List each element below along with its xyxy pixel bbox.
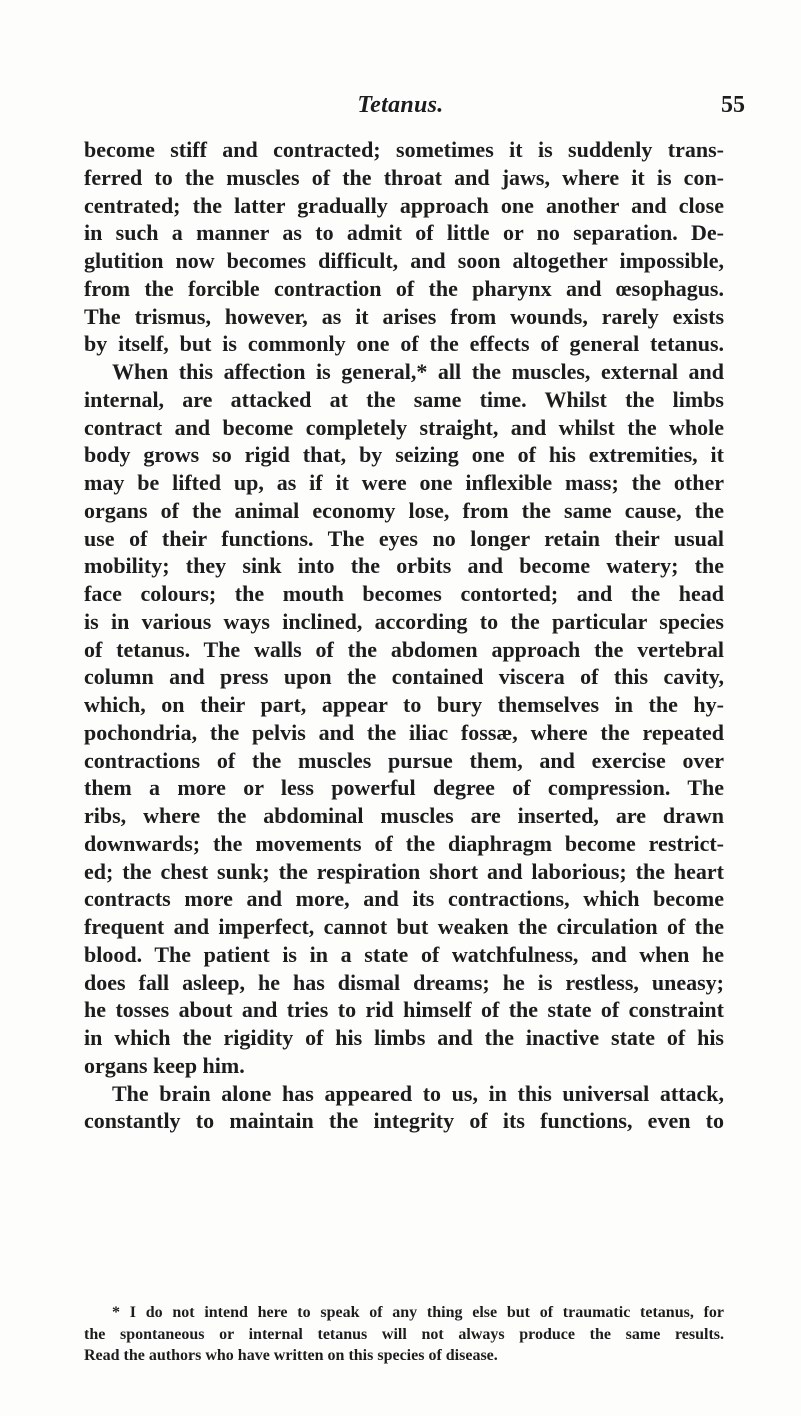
text-line: frequent and imperfect, cannot but weaken the circulation of the (84, 914, 724, 939)
footnote (84, 1302, 724, 1367)
text-line: When this affection is general,* all the muscles, external and (112, 359, 724, 384)
text-line: organs of the animal economy lose, from the same cause, the (84, 497, 724, 523)
text-line: The trismus, however, as it arises from wounds, rarely exists (84, 303, 724, 329)
text-line: become stiff and contracted; sometimes it is suddenly trans- (84, 137, 724, 162)
text-line: glutition now becomes difficult, and soon altogether impossible, (84, 248, 724, 273)
text-line: mobility; they sink into the orbits and become watery; the (84, 553, 724, 579)
text-line: internal, are attacked at the same time. Whilst the limbs (84, 386, 724, 412)
text-line: in which the rigidity of his limbs and the inactive state of his (84, 1025, 724, 1050)
text-line: constantly to maintain the integrity of its functions, even to (84, 1108, 724, 1134)
text-line: contract and become completely straight, and whilst the whole (84, 414, 724, 440)
text-line: which, on their part, appear to bury themselves in the hy- (84, 692, 724, 717)
text-line: face colours; the mouth becomes contorted; and the head (84, 581, 724, 606)
text-line: contractions of the muscles pursue them, and exercise over (84, 747, 724, 773)
page-number: 55 (721, 92, 745, 118)
text-line: ed; the chest sunk; the respiration short and laborious; the heart (84, 858, 724, 884)
footnote-line: * I do not intend here to speak of any thing else but of traumatic tetanus, for (112, 1304, 724, 1321)
text-line: downwards; the movements of the diaphragm become restrict- (84, 830, 724, 856)
footnote-line: the spontaneous or internal tetanus will not always produce the same results. (84, 1325, 724, 1343)
text-line: by itself, but is commonly one of the effects of general tetanus. (84, 331, 724, 357)
running-head (0, 92, 801, 126)
text-line: column and press upon the contained viscera of this cavity, (84, 664, 724, 690)
text-line: use of their functions. The eyes no longer retain their usual (84, 525, 724, 551)
text-line: centrated; the latter gradually approach one another and close (84, 192, 724, 218)
text-line: body grows so rigid that, by seizing one of his extremities, it (84, 442, 724, 468)
text-line: may be lifted up, as if it were one inflexible mass; the other (84, 470, 724, 495)
text-line: does fall asleep, he has dismal dreams; he is restless, uneasy; (84, 969, 724, 995)
text-line: in such a manner as to admit of little or no separation. De- (84, 220, 724, 246)
footnote-line: Read the authors who have written on this species of disease. (84, 1347, 498, 1364)
text-line: he tosses about and tries to rid himself of the state of constraint (84, 997, 724, 1023)
text-line: ribs, where the abdominal muscles are inserted, are drawn (84, 803, 724, 828)
text-line: The brain alone has appeared to us, in this universal attack, (112, 1080, 724, 1106)
text-line: from the forcible contraction of the pharynx and œsophagus. (84, 275, 724, 301)
body-text (84, 136, 724, 1135)
text-line: ferred to the muscles of the throat and jaws, where it is con- (84, 164, 724, 190)
text-line: organs keep him. (84, 1052, 245, 1078)
text-line: blood. The patient is in a state of watchfulness, and when he (84, 941, 724, 967)
text-line: of tetanus. The walls of the abdomen approach the vertebral (84, 636, 724, 662)
text-line: contracts more and more, and its contractions, which become (84, 886, 724, 912)
text-line: is in various ways inclined, according to the particular species (84, 608, 724, 634)
text-line: pochondria, the pelvis and the iliac fossæ, where the repeated (84, 719, 724, 745)
running-title: Tetanus. (357, 92, 444, 118)
text-line: them a more or less powerful degree of compression. The (84, 775, 724, 801)
